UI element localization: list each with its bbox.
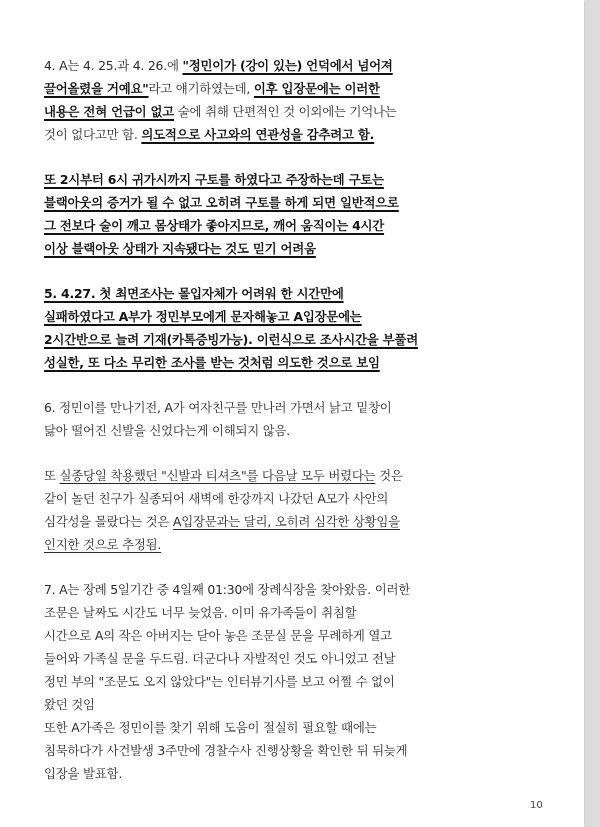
paragraph-line: 인지한 것으로 추정됨. [44, 537, 162, 552]
paragraph-line: 또 2시부터 6시 귀가시까지 구토를 하였다고 주장하는데 구토는 [44, 172, 384, 187]
paragraph-line: 7. A는 장례 5일기간 중 4일째 01:30에 장례식장을 찾아왔음. 이러한 [44, 582, 411, 597]
paragraph-line: 시간으로 A의 작은 아버지는 닫아 놓은 조문실 문을 무례하게 열고 [44, 628, 392, 643]
section-4 [44, 54, 568, 146]
paragraph-line: 4. A는 4. 25.과 4. 26.에 "정민이가 (강이 있는) 언덕에서 넘어져 [44, 58, 393, 73]
paragraph-line: 5. 4.27. 첫 최면조사는 몰입자체가 어려워 한 시간만에 [44, 286, 344, 301]
underlined-quote: "정민이가 (강이 있는) 언덕에서 넘어져 [182, 58, 393, 73]
paragraph-line: 닳아 떨어진 신발을 신었다는게 이해되지 않음. [44, 423, 291, 438]
paragraph-line: 그 전보다 술이 깨고 몸상태가 좋아지므로, 깨어 움직이는 4시간 [44, 218, 385, 233]
paragraph-line: 들어와 가족실 문을 두드림. 더군다나 자발적인 것도 아니었고 전날 [44, 651, 396, 666]
section-6-shoes [44, 464, 568, 556]
paragraph-line: 침묵하다가 사건발생 3주만에 경찰수사 진행상황을 확인한 뒤 뒤늦게 [44, 743, 408, 758]
paragraph-line: 정민 부의 "조문도 오지 않았다"는 인터뷰기사를 보고 어쩔 수 없이 [44, 674, 395, 689]
section-6 [44, 396, 568, 442]
paragraph-line: 이상 블랙아웃 상태가 지속됐다는 것도 믿기 어려움 [44, 241, 316, 256]
paragraph-line: 조문은 날짜도 시간도 너무 늦었음. 이미 유가족들이 취침할 [44, 605, 357, 620]
section-5 [44, 282, 568, 374]
paragraph-line: 같이 놀던 친구가 실종되어 새벽에 한강까지 나갔던 A모가 사안의 [44, 491, 389, 506]
paragraph-line: 것이 없다고만 함. 의도적으로 사고와의 연관성을 감추려고 함. [44, 127, 375, 142]
paragraph-line: 2시간반으로 늘려 기재(카톡증빙가능). 이런식으로 조사시간을 부풀려 [44, 332, 418, 347]
paragraph-line: 6. 정민이를 만나기전, A가 여자친구를 만나러 가면서 낡고 밑창이 [44, 400, 392, 415]
paragraph-line: 또 실종당일 착용했던 "신발과 티셔츠"를 다음날 모두 버렸다는 것은 [44, 468, 403, 483]
paragraph-line: 입장을 발표함. [44, 766, 123, 781]
page-number: 10 [530, 800, 543, 811]
paragraph-line: 실패하였다고 A부가 정민부모에게 문자해놓고 A입장문에는 [44, 309, 362, 324]
paragraph-line: 또한 A가족은 정민이를 찾기 위해 도움이 절실히 필요할 때에는 [44, 720, 377, 735]
section-4-vomit [44, 168, 568, 260]
paragraph-line: 끌어올렸을 거예요"라고 얘기하였는데, 이후 입장문에는 이러한 [44, 81, 380, 96]
next-page-edge [586, 0, 600, 827]
document-body [44, 54, 568, 807]
paragraph-line: 왔던 것임 [44, 697, 95, 712]
paragraph-line: 블랙아웃의 증거가 될 수 없고 오히려 구토를 하게 되면 일반적으로 [44, 195, 399, 210]
paragraph-line: 내용은 전혀 언급이 없고 술에 취해 단편적인 것 이외에는 기억나는 [44, 104, 397, 119]
paragraph-line: 성실한, 또 다소 무리한 조사를 받는 것처럼 의도한 것으로 보임 [44, 355, 380, 370]
section-7 [44, 578, 568, 785]
paragraph-line: 심각성을 몰랐다는 것은 A입장문과는 달리, 오히려 심각한 상황임을 [44, 514, 400, 529]
